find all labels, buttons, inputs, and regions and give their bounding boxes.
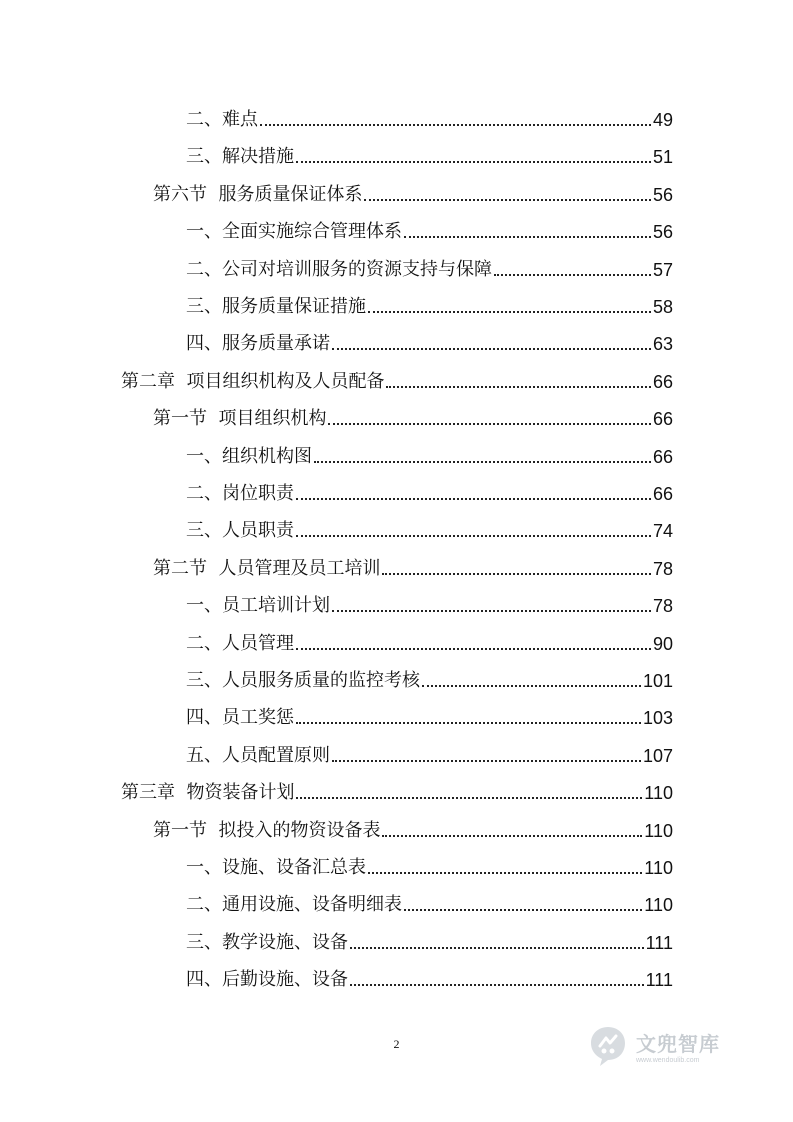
toc-dot-leader: [296, 648, 651, 650]
toc-entry-page: 58: [652, 297, 673, 317]
toc-entry-page: 111: [645, 932, 673, 953]
toc-entry[interactable]: [153, 176, 673, 206]
toc-dot-leader: [314, 461, 651, 463]
toc-entry[interactable]: [121, 363, 673, 393]
toc-entry-label: 一、全面实施综合管理体系: [186, 221, 402, 243]
toc-entry-page: 66: [652, 371, 673, 392]
toc-dot-leader: [404, 909, 642, 911]
toc-entry-label: 三、人员服务质量的监控考核: [186, 670, 420, 691]
toc-entry[interactable]: [186, 512, 673, 542]
toc-dot-leader: [422, 685, 641, 687]
toc-entry-label: 三、服务质量保证措施: [186, 296, 366, 317]
toc-entry[interactable]: [186, 325, 673, 355]
watermark: [586, 1018, 756, 1074]
toc-entry[interactable]: [186, 924, 673, 954]
toc-dot-leader: [368, 872, 642, 874]
toc-entry[interactable]: [186, 288, 673, 318]
toc-entry[interactable]: [186, 737, 673, 767]
toc-entry-label: 四、服务质量承诺: [186, 333, 330, 355]
toc-entry[interactable]: [186, 662, 673, 692]
toc-entry-label: 第二节 人员管理及员工培训: [153, 557, 381, 579]
toc-dot-leader: [404, 236, 651, 238]
toc-entry[interactable]: [186, 438, 673, 468]
toc-entry-page: 107: [642, 745, 673, 766]
toc-entry-page: 56: [652, 184, 673, 205]
toc-entry-label: 二、难点: [186, 109, 258, 130]
toc-entry[interactable]: [153, 812, 673, 842]
toc-entry[interactable]: [153, 550, 673, 580]
toc-dot-leader: [296, 535, 651, 537]
toc-dot-leader: [382, 573, 651, 575]
toc-entry-label: 三、人员职责: [186, 520, 294, 542]
toc-entry[interactable]: [153, 400, 673, 430]
toc-entry[interactable]: [186, 213, 673, 243]
toc-entry-label: 第一节 拟投入的物资设备表: [153, 819, 381, 841]
toc-entry-label: 二、岗位职责: [186, 483, 294, 504]
toc-entry-label: 五、人员配置原则: [186, 744, 330, 766]
toc-dot-leader: [332, 348, 651, 350]
toc-entry[interactable]: [186, 101, 673, 131]
toc-entry[interactable]: [186, 886, 673, 916]
toc-entry-page: 51: [652, 147, 673, 168]
toc-entry-page: 56: [652, 222, 673, 243]
toc-entry-page: 74: [652, 521, 673, 542]
toc-dot-leader: [382, 835, 642, 837]
toc-entry-label: 一、设施、设备汇总表: [186, 857, 366, 878]
toc-entry[interactable]: [186, 849, 673, 879]
toc-entry[interactable]: [186, 475, 673, 505]
toc-entry-label: 一、组织机构图: [186, 445, 312, 467]
toc-dot-leader: [368, 311, 651, 313]
toc-entry-page: 78: [652, 558, 673, 579]
toc-dot-leader: [296, 722, 641, 724]
toc-entry[interactable]: [186, 138, 673, 168]
toc-entry-label: 第二章 项目组织机构及人员配备: [121, 370, 385, 392]
toc-dot-leader: [350, 984, 644, 986]
toc-entry-label: 二、公司对培训服务的资源支持与保障: [186, 258, 492, 280]
toc-entry-label: 三、教学设施、设备: [186, 931, 348, 953]
toc-entry-page: 63: [652, 334, 673, 355]
toc-entry-page: 66: [652, 446, 673, 467]
toc-dot-leader: [350, 947, 644, 949]
toc-dot-leader: [296, 498, 651, 500]
toc-entry-page: 66: [652, 409, 673, 430]
toc-entry[interactable]: [186, 251, 673, 281]
toc-entry-page: 110: [644, 895, 673, 916]
toc-entry-label: 四、员工奖惩: [186, 707, 294, 729]
toc-dot-leader: [296, 161, 651, 163]
toc-entry[interactable]: [186, 625, 673, 655]
toc-entry-page: 110: [644, 783, 673, 804]
toc-entry-page: 110: [644, 820, 673, 841]
toc-entry-page: 110: [644, 858, 673, 878]
page-number: 2: [393, 1037, 400, 1051]
toc-dot-leader: [332, 760, 641, 762]
toc-entry-label: 三、解决措施: [186, 146, 294, 168]
toc-entry-label: 第三章 物资装备计划: [121, 782, 295, 804]
toc-entry[interactable]: [186, 587, 673, 617]
watermark-url: www.wendoulib.com: [636, 1057, 700, 1064]
toc-entry-page: 111: [645, 970, 673, 991]
toc-dot-leader: [260, 124, 651, 126]
toc-entry-label: 二、通用设施、设备明细表: [186, 894, 402, 916]
watermark-title: 文兜智库: [636, 1032, 720, 1056]
toc-entry-page: 66: [652, 484, 673, 504]
toc-entry-label: 一、员工培训计划: [186, 595, 330, 617]
toc-entry-label: 四、后勤设施、设备: [186, 969, 348, 991]
watermark-logo-icon: [586, 1024, 630, 1068]
toc-dot-leader: [494, 274, 651, 276]
toc-entry-page: 57: [652, 259, 673, 280]
toc-entry-label: 第六节 服务质量保证体系: [153, 183, 363, 205]
toc-entry-page: 103: [642, 708, 673, 729]
toc-dot-leader: [296, 797, 642, 799]
toc-dot-leader: [364, 199, 651, 201]
toc-entry-page: 78: [652, 596, 673, 617]
toc-entry-page: 49: [652, 110, 673, 130]
toc-entry-label: 二、人员管理: [186, 632, 294, 654]
toc-entry-label: 第一节 项目组织机构: [153, 408, 327, 430]
toc-entry-page: 101: [642, 671, 673, 691]
toc-dot-leader: [386, 386, 651, 388]
toc-entry[interactable]: [121, 774, 673, 804]
toc-entry[interactable]: [186, 699, 673, 729]
toc-entry-page: 90: [652, 633, 673, 654]
toc-dot-leader: [332, 610, 651, 612]
toc-entry[interactable]: [186, 961, 673, 991]
toc-dot-leader: [328, 423, 651, 425]
